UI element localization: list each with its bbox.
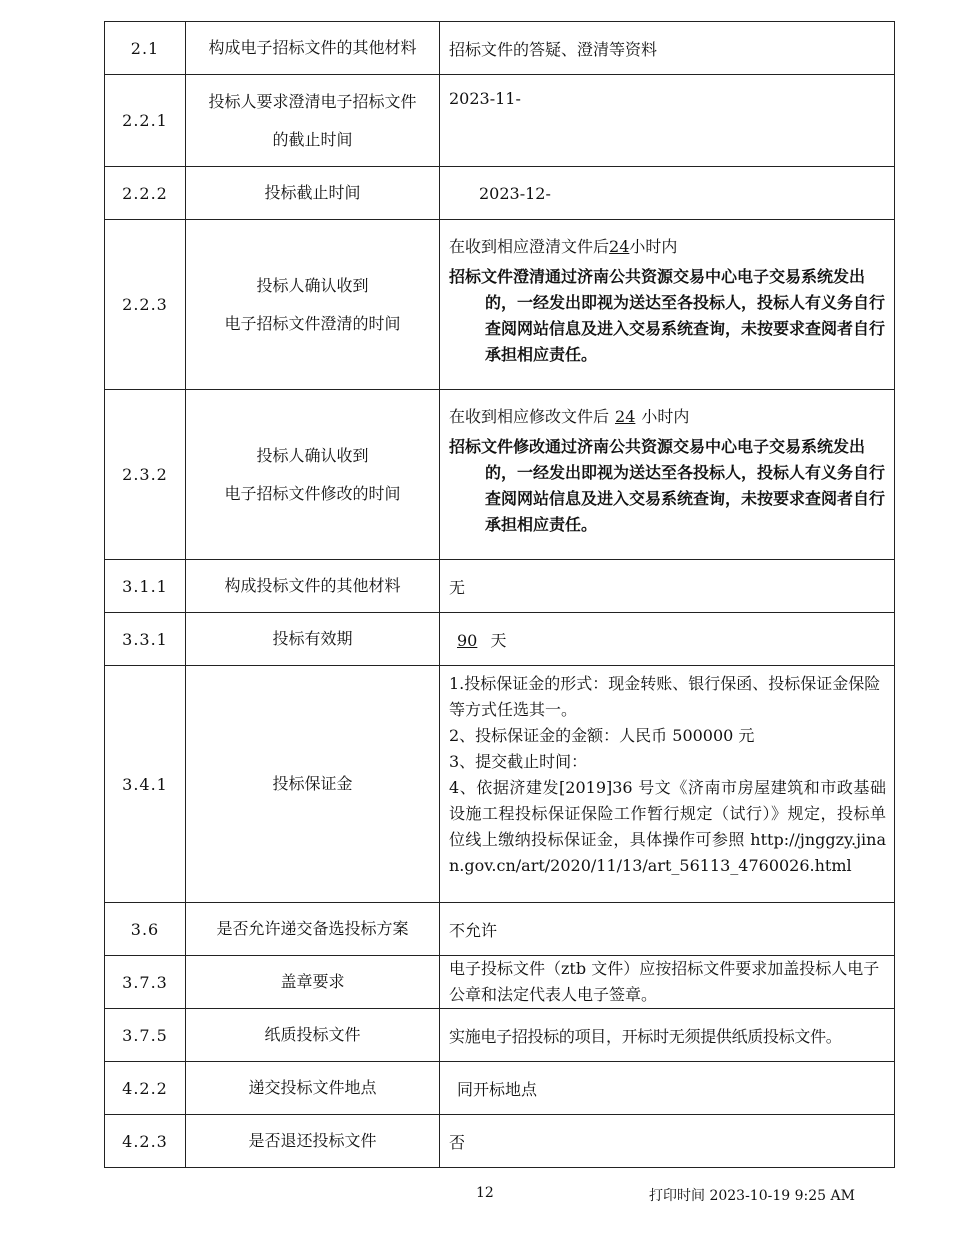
clause-item: 投标保证金 bbox=[186, 666, 440, 903]
clarification-notice: 招标文件澄清通过济南公共资源交易中心电子交易系统发出的，一经发出即视为送达至各投标人，投标人有义务自行查阅网站信息及进入交易系统查询，未按要求查阅者自行承担相应责任。 bbox=[449, 267, 886, 364]
clause-content: 不允许 bbox=[440, 903, 895, 956]
clause-content bbox=[440, 220, 895, 390]
clause-content: 招标文件的答疑、澄清等资料 bbox=[440, 22, 895, 75]
clause-item-line: 电子招标文件澄清的时间 bbox=[224, 313, 401, 333]
clause-item-line: 投标人确认收到 bbox=[256, 445, 369, 465]
table-row bbox=[105, 1009, 895, 1062]
clause-content: 无 bbox=[440, 560, 895, 613]
table-row bbox=[105, 956, 895, 1009]
clause-number: 4.2.2 bbox=[105, 1062, 186, 1115]
clause-item-line: 的截止时间 bbox=[272, 129, 353, 149]
clause-item-line: 投标人要求澄清电子招标文件 bbox=[208, 91, 417, 111]
clause-content: 实施电子招投标的项目，开标时无须提供纸质投标文件。 bbox=[440, 1009, 895, 1062]
bid-data-table bbox=[104, 21, 895, 1168]
deposit-basis-line: 4、依据济建发[2019]36 号文《济南市房屋建筑和市政基础设施工程投标保证保险工作暂行规定（试行）》规定，投标单位线上缴纳投标保证金，具体操作可参照 http://jnggzy.jinan.gov.cn/art/2020/11/13/art_56113_4760026.html bbox=[449, 778, 886, 875]
clause-item: 是否允许递交备选投标方案 bbox=[186, 903, 440, 956]
clause-content: 否 bbox=[440, 1115, 895, 1168]
clause-item: 盖章要求 bbox=[186, 956, 440, 1009]
clarification-deadline: 2023-11- bbox=[449, 89, 521, 108]
table-row bbox=[105, 167, 895, 220]
table-row bbox=[105, 22, 895, 75]
clause-content bbox=[440, 75, 895, 167]
confirm-time-line: 在收到相应澄清文件后24小时内 bbox=[449, 237, 678, 256]
clause-content: 电子投标文件（ztb 文件）应按招标文件要求加盖投标人电子公章和法定代表人电子签章。 bbox=[440, 956, 895, 1009]
clause-item bbox=[186, 390, 440, 560]
submission-location: 同开标地点 bbox=[457, 1079, 538, 1099]
table-row bbox=[105, 1115, 895, 1168]
clause-number: 2.2.2 bbox=[105, 167, 186, 220]
clause-item bbox=[186, 75, 440, 167]
clause-number: 3.3.1 bbox=[105, 613, 186, 666]
clause-content bbox=[440, 1062, 895, 1115]
clause-item-line: 电子招标文件修改的时间 bbox=[224, 483, 401, 503]
table-row bbox=[105, 220, 895, 390]
table-row bbox=[105, 1062, 895, 1115]
table-row bbox=[105, 903, 895, 956]
clause-item: 投标有效期 bbox=[186, 613, 440, 666]
clause-content bbox=[440, 666, 895, 903]
clause-item-line: 投标人确认收到 bbox=[256, 275, 369, 295]
deposit-amount-line: 2、投标保证金的金额：人民币 500000 元 bbox=[449, 726, 755, 745]
clause-number: 3.7.3 bbox=[105, 956, 186, 1009]
clause-number: 2.1 bbox=[105, 22, 186, 75]
modification-notice: 招标文件修改通过济南公共资源交易中心电子交易系统发出的，一经发出即视为送达至各投标人，投标人有义务自行查阅网站信息及进入交易系统查询，未按要求查阅者自行承担相应责任。 bbox=[449, 437, 886, 534]
bid-deadline: 2023-12- bbox=[479, 183, 551, 203]
hours-value: 24 bbox=[615, 407, 636, 426]
page-number: 12 bbox=[476, 1185, 494, 1201]
clause-number: 4.2.3 bbox=[105, 1115, 186, 1168]
hours-value: 24 bbox=[609, 237, 630, 256]
table-row bbox=[105, 613, 895, 666]
table-row bbox=[105, 390, 895, 560]
clause-item: 纸质投标文件 bbox=[186, 1009, 440, 1062]
clause-number: 2.3.2 bbox=[105, 390, 186, 560]
clause-number: 2.2.3 bbox=[105, 220, 186, 390]
table-row bbox=[105, 560, 895, 613]
clause-number: 3.7.5 bbox=[105, 1009, 186, 1062]
clause-item: 构成投标文件的其他材料 bbox=[186, 560, 440, 613]
deposit-deadline-line: 3、提交截止时间： bbox=[449, 752, 588, 771]
clause-item: 递交投标文件地点 bbox=[186, 1062, 440, 1115]
validity-unit: 天 bbox=[490, 630, 507, 650]
clause-content bbox=[440, 613, 895, 666]
table-row bbox=[105, 666, 895, 903]
clause-item: 投标截止时间 bbox=[186, 167, 440, 220]
clause-item: 构成电子招标文件的其他材料 bbox=[186, 22, 440, 75]
clause-number: 3.1.1 bbox=[105, 560, 186, 613]
deposit-form-line: 1.投标保证金的形式：现金转账、银行保函、投标保证金保险等方式任选其一。 bbox=[449, 674, 881, 719]
clause-content bbox=[440, 390, 895, 560]
clause-number: 2.2.1 bbox=[105, 75, 186, 167]
print-time: 打印时间 2023-10-19 9:25 AM bbox=[649, 1188, 855, 1204]
clause-item bbox=[186, 220, 440, 390]
clause-content bbox=[440, 167, 895, 220]
table-row bbox=[105, 75, 895, 167]
clause-number: 3.6 bbox=[105, 903, 186, 956]
validity-days: 90 bbox=[457, 630, 478, 650]
clause-item: 是否退还投标文件 bbox=[186, 1115, 440, 1168]
confirm-time-line: 在收到相应修改文件后 24 小时内 bbox=[449, 407, 690, 426]
clause-number: 3.4.1 bbox=[105, 666, 186, 903]
